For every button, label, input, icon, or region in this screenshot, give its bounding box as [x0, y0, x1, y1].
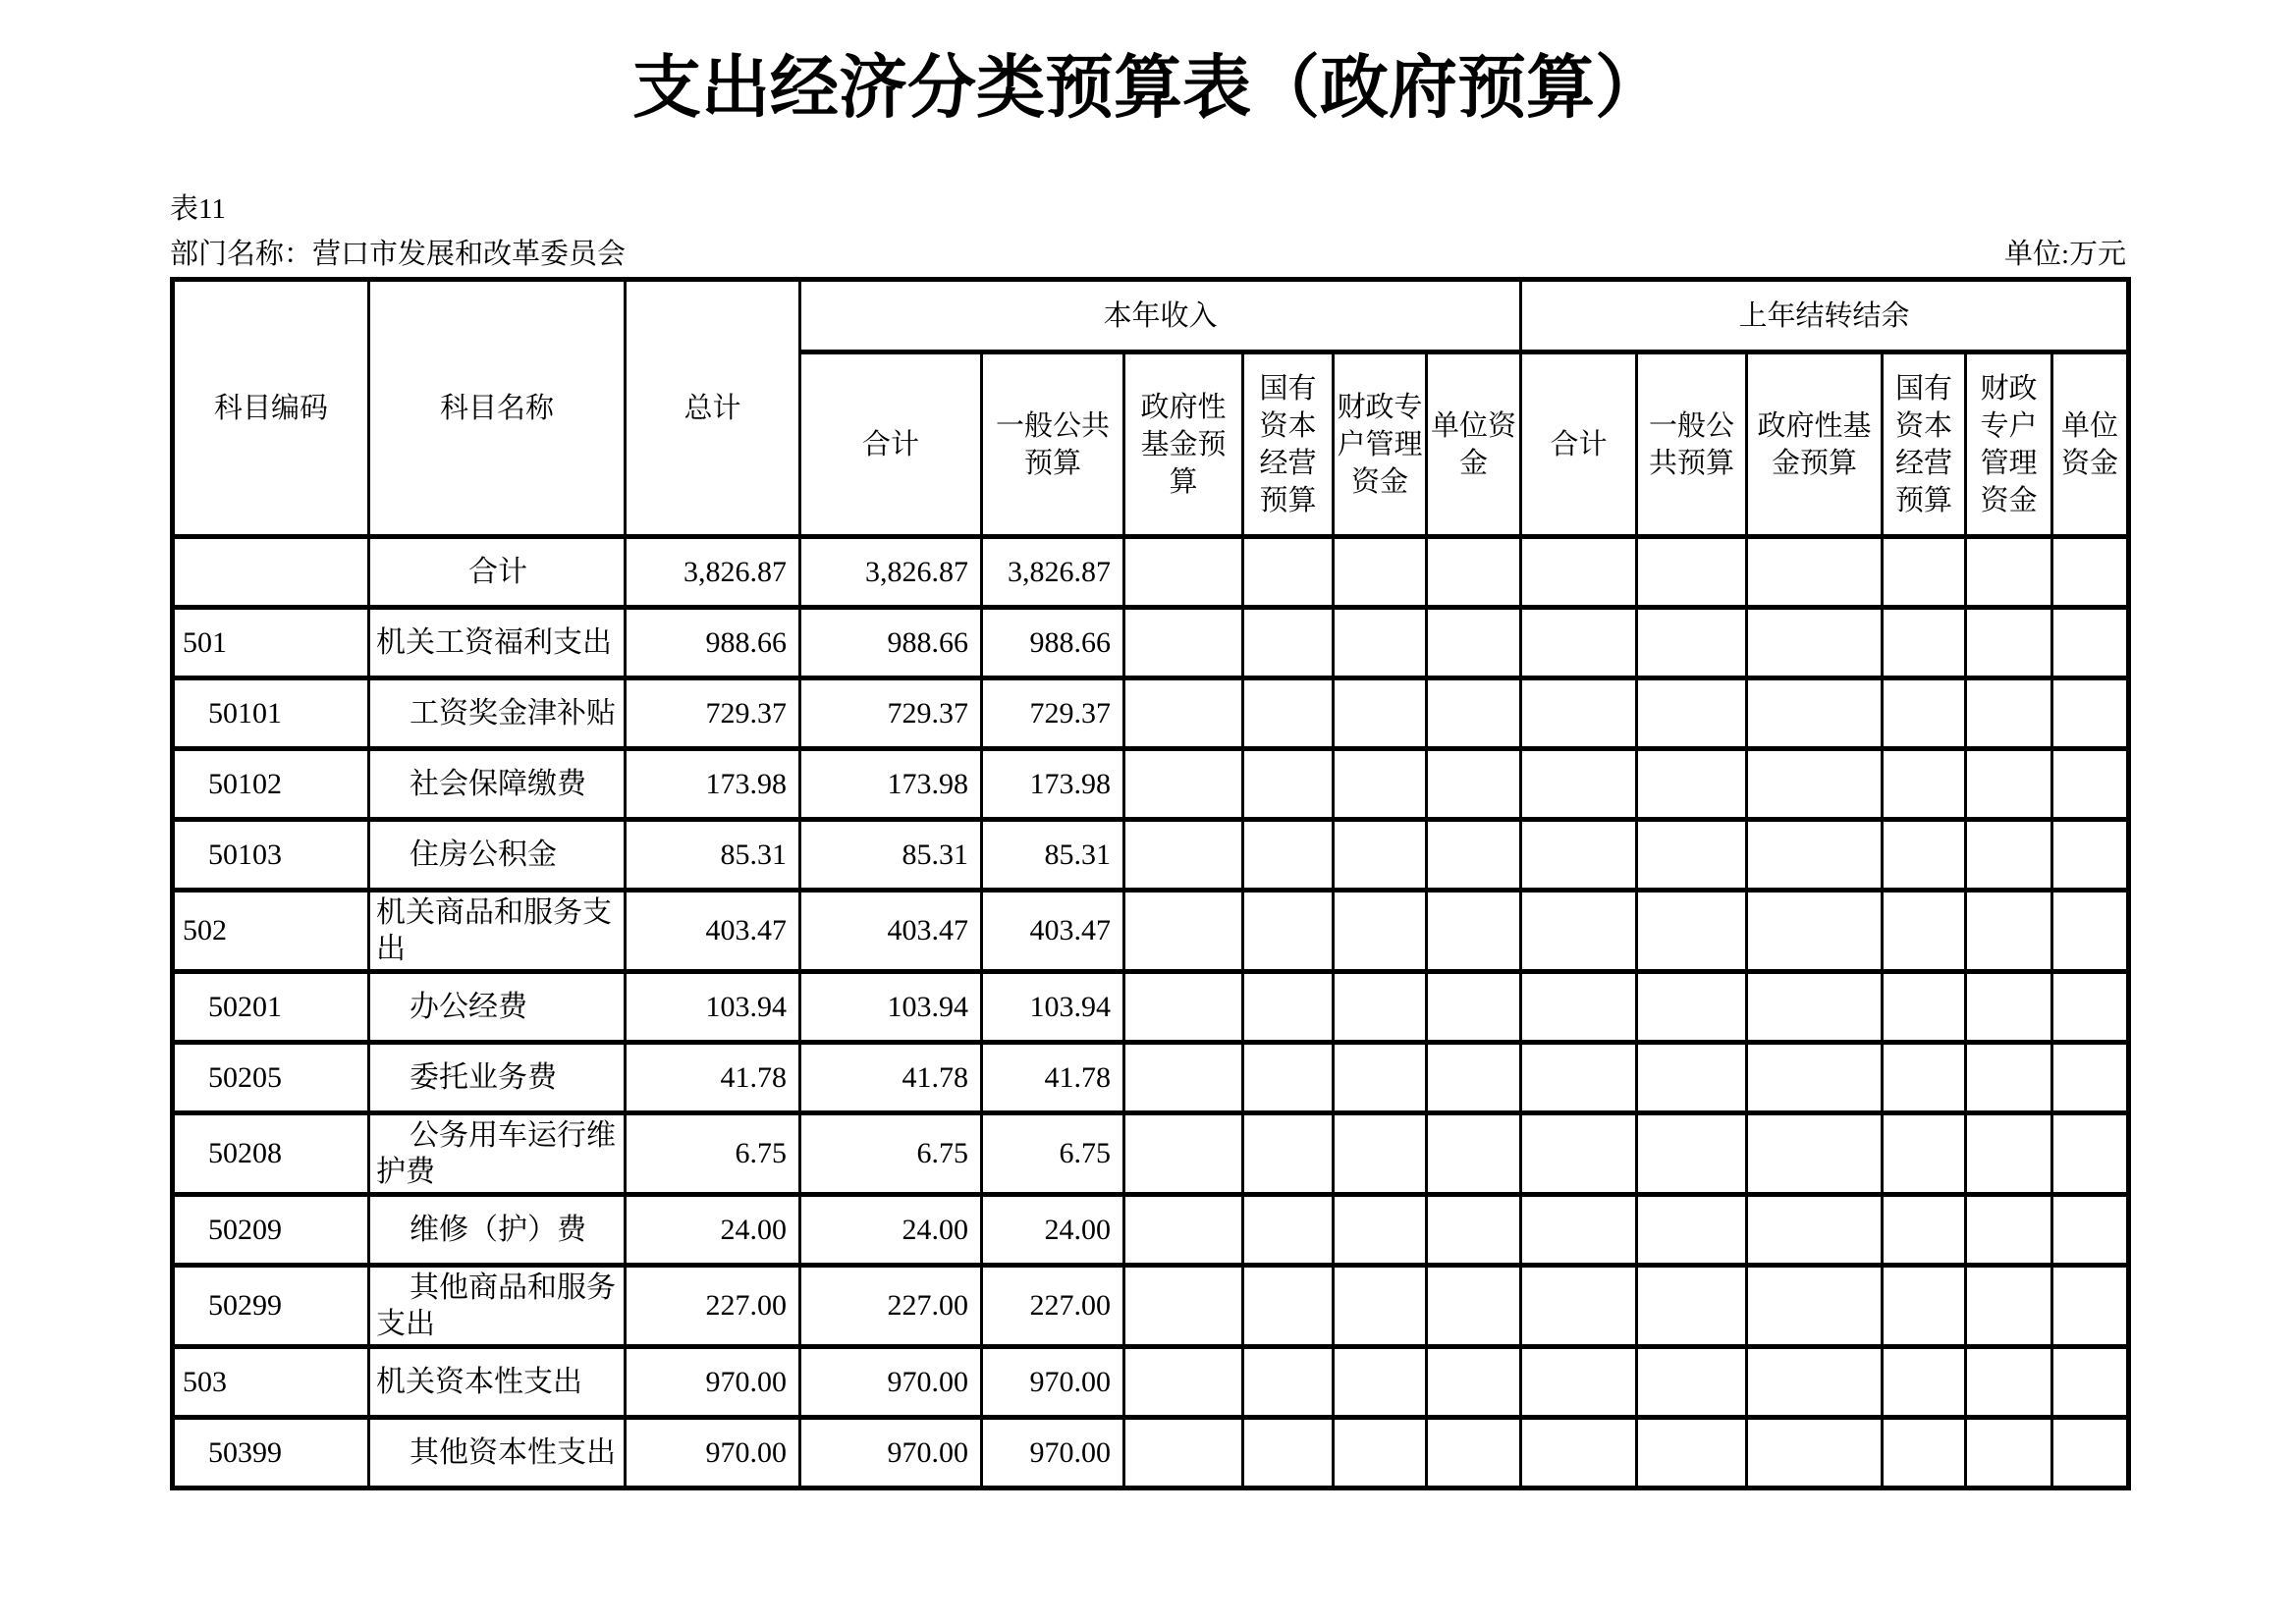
- empty-cell: [1243, 537, 1334, 608]
- total-value: 970.00: [626, 1418, 800, 1488]
- subject-code: 50299: [173, 1266, 369, 1347]
- subject-code: 502: [173, 891, 369, 972]
- subject-code: 50205: [173, 1043, 369, 1113]
- empty-cell: [2052, 537, 2129, 608]
- current-total-value: 103.94: [800, 972, 982, 1043]
- empty-cell: [1427, 1418, 1521, 1488]
- empty-cell: [1521, 1043, 1637, 1113]
- empty-cell: [1243, 1347, 1334, 1418]
- current-total-value: 729.37: [800, 678, 982, 749]
- col-header-subject-name: 科目名称: [369, 280, 626, 537]
- empty-cell: [2052, 1347, 2129, 1418]
- empty-cell: [1334, 1347, 1427, 1418]
- table-row: [173, 1113, 2129, 1195]
- total-value: 3,826.87: [626, 537, 800, 608]
- subject-name: 公务用车运行维护费: [369, 1113, 626, 1195]
- empty-cell: [1637, 678, 1747, 749]
- empty-cell: [1521, 1113, 1637, 1195]
- empty-cell: [1334, 1043, 1427, 1113]
- empty-cell: [1124, 972, 1243, 1043]
- empty-cell: [1243, 749, 1334, 820]
- current-total-value: 988.66: [800, 608, 982, 678]
- empty-cell: [1427, 537, 1521, 608]
- subject-name: 维修（护）费: [369, 1195, 626, 1266]
- col-header-current-unit-funds: 单位资金: [1427, 352, 1521, 537]
- empty-cell: [1124, 1418, 1243, 1488]
- total-value: 173.98: [626, 749, 800, 820]
- current-total-value: 41.78: [800, 1043, 982, 1113]
- total-value: 85.31: [626, 820, 800, 891]
- empty-cell: [1427, 820, 1521, 891]
- empty-cell: [1883, 820, 1966, 891]
- col-header-current-total: 合计: [800, 352, 982, 537]
- empty-cell: [1883, 972, 1966, 1043]
- empty-cell: [1521, 1266, 1637, 1347]
- empty-cell: [1521, 1418, 1637, 1488]
- subject-code: 501: [173, 608, 369, 678]
- empty-cell: [1637, 1043, 1747, 1113]
- empty-cell: [1521, 749, 1637, 820]
- empty-cell: [1124, 1266, 1243, 1347]
- table-row-grand-total: [173, 537, 2129, 608]
- subject-name: 合计: [369, 537, 626, 608]
- empty-cell: [1966, 891, 2052, 972]
- empty-cell: [1427, 1266, 1521, 1347]
- empty-cell: [1747, 1347, 1883, 1418]
- subject-code: 50101: [173, 678, 369, 749]
- empty-cell: [2052, 891, 2129, 972]
- empty-cell: [1747, 608, 1883, 678]
- current-total-value: 970.00: [800, 1418, 982, 1488]
- total-value: 41.78: [626, 1043, 800, 1113]
- empty-cell: [1883, 749, 1966, 820]
- empty-cell: [1243, 1418, 1334, 1488]
- empty-cell: [1124, 537, 1243, 608]
- empty-cell: [1637, 1347, 1747, 1418]
- subject-code: [173, 537, 369, 608]
- subject-name: 住房公积金: [369, 820, 626, 891]
- empty-cell: [1521, 972, 1637, 1043]
- empty-cell: [1883, 1266, 1966, 1347]
- empty-cell: [1883, 678, 1966, 749]
- empty-cell: [1521, 820, 1637, 891]
- empty-cell: [1427, 678, 1521, 749]
- empty-cell: [1521, 891, 1637, 972]
- empty-cell: [1747, 1266, 1883, 1347]
- col-header-current-state-capital: 国有资本经营预算: [1243, 352, 1334, 537]
- empty-cell: [1637, 608, 1747, 678]
- total-value: 970.00: [626, 1347, 800, 1418]
- empty-cell: [1883, 891, 1966, 972]
- empty-cell: [1427, 891, 1521, 972]
- current-total-value: 6.75: [800, 1113, 982, 1195]
- empty-cell: [2052, 1043, 2129, 1113]
- table-body: [173, 537, 2129, 1488]
- empty-cell: [1966, 1347, 2052, 1418]
- empty-cell: [1427, 1195, 1521, 1266]
- empty-cell: [1334, 820, 1427, 891]
- subject-code: 50399: [173, 1418, 369, 1488]
- current-total-value: 227.00: [800, 1266, 982, 1347]
- subject-name: 社会保障缴费: [369, 749, 626, 820]
- empty-cell: [1747, 1418, 1883, 1488]
- subject-name: 办公经费: [369, 972, 626, 1043]
- empty-cell: [1243, 820, 1334, 891]
- current-total-value: 24.00: [800, 1195, 982, 1266]
- col-header-grand-total: 总计: [626, 280, 800, 537]
- empty-cell: [1124, 1347, 1243, 1418]
- subject-name: 机关资本性支出: [369, 1347, 626, 1418]
- subject-code: 50208: [173, 1113, 369, 1195]
- empty-cell: [1637, 1266, 1747, 1347]
- budget-table: [170, 277, 2131, 1490]
- empty-cell: [1966, 749, 2052, 820]
- general-public-budget-value: 103.94: [982, 972, 1124, 1043]
- empty-cell: [1637, 1418, 1747, 1488]
- empty-cell: [1124, 1113, 1243, 1195]
- table-row: [173, 608, 2129, 678]
- empty-cell: [2052, 820, 2129, 891]
- table-row: [173, 678, 2129, 749]
- table-row: [173, 1266, 2129, 1347]
- subject-code: 50103: [173, 820, 369, 891]
- empty-cell: [1334, 608, 1427, 678]
- empty-cell: [1334, 972, 1427, 1043]
- empty-cell: [1966, 678, 2052, 749]
- general-public-budget-value: 729.37: [982, 678, 1124, 749]
- general-public-budget-value: 173.98: [982, 749, 1124, 820]
- empty-cell: [1427, 749, 1521, 820]
- general-public-budget-value: 6.75: [982, 1113, 1124, 1195]
- general-public-budget-value: 24.00: [982, 1195, 1124, 1266]
- empty-cell: [2052, 749, 2129, 820]
- empty-cell: [1966, 1266, 2052, 1347]
- general-public-budget-value: 970.00: [982, 1347, 1124, 1418]
- empty-cell: [1334, 678, 1427, 749]
- table-row: [173, 1347, 2129, 1418]
- table-header: [173, 280, 2129, 537]
- empty-cell: [1966, 1418, 2052, 1488]
- empty-cell: [1243, 1113, 1334, 1195]
- empty-cell: [1883, 608, 1966, 678]
- empty-cell: [1521, 1195, 1637, 1266]
- general-public-budget-value: 85.31: [982, 820, 1124, 891]
- empty-cell: [2052, 1195, 2129, 1266]
- col-header-carryover-general-public: 一般公共预算: [1637, 352, 1747, 537]
- empty-cell: [1637, 749, 1747, 820]
- empty-cell: [1124, 749, 1243, 820]
- empty-cell: [1883, 1043, 1966, 1113]
- empty-cell: [1966, 972, 2052, 1043]
- empty-cell: [1637, 1195, 1747, 1266]
- unit-label: 单位:万元: [2003, 239, 2126, 270]
- empty-cell: [1883, 1113, 1966, 1195]
- empty-cell: [1124, 678, 1243, 749]
- empty-cell: [2052, 608, 2129, 678]
- empty-cell: [2052, 1266, 2129, 1347]
- empty-cell: [1243, 678, 1334, 749]
- empty-cell: [1334, 891, 1427, 972]
- table-number-label: 表11: [170, 193, 226, 225]
- table-row: [173, 749, 2129, 820]
- empty-cell: [1427, 1043, 1521, 1113]
- empty-cell: [1637, 537, 1747, 608]
- content-area: [170, 192, 2126, 1490]
- empty-cell: [1966, 608, 2052, 678]
- empty-cell: [1243, 1043, 1334, 1113]
- empty-cell: [1124, 1195, 1243, 1266]
- empty-cell: [1747, 678, 1883, 749]
- empty-cell: [1124, 608, 1243, 678]
- general-public-budget-value: 3,826.87: [982, 537, 1124, 608]
- empty-cell: [1966, 1113, 2052, 1195]
- table-row: [173, 1043, 2129, 1113]
- empty-cell: [1883, 1418, 1966, 1488]
- subject-name: 委托业务费: [369, 1043, 626, 1113]
- empty-cell: [1124, 1043, 1243, 1113]
- general-public-budget-value: 403.47: [982, 891, 1124, 972]
- empty-cell: [1966, 537, 2052, 608]
- empty-cell: [2052, 972, 2129, 1043]
- total-value: 403.47: [626, 891, 800, 972]
- empty-cell: [1427, 972, 1521, 1043]
- empty-cell: [1637, 820, 1747, 891]
- empty-cell: [1883, 537, 1966, 608]
- empty-cell: [1966, 1043, 2052, 1113]
- total-value: 988.66: [626, 608, 800, 678]
- col-header-subject-code: 科目编码: [173, 280, 369, 537]
- empty-cell: [1243, 1266, 1334, 1347]
- empty-cell: [1521, 678, 1637, 749]
- col-header-carryover-unit-funds: 单位资金: [2052, 352, 2129, 537]
- total-value: 24.00: [626, 1195, 800, 1266]
- col-group-prior-year-carryover: 上年结转结余: [1521, 280, 2129, 352]
- empty-cell: [1747, 1113, 1883, 1195]
- empty-cell: [1966, 820, 2052, 891]
- empty-cell: [1637, 972, 1747, 1043]
- empty-cell: [1521, 608, 1637, 678]
- empty-cell: [1747, 891, 1883, 972]
- empty-cell: [1124, 820, 1243, 891]
- empty-cell: [1124, 891, 1243, 972]
- empty-cell: [1334, 1113, 1427, 1195]
- empty-cell: [1243, 1195, 1334, 1266]
- empty-cell: [1427, 1113, 1521, 1195]
- col-header-carryover-fiscal-account: 财政专户管理资金: [1966, 352, 2052, 537]
- subject-name: 机关商品和服务支出: [369, 891, 626, 972]
- meta-row: [170, 238, 2126, 271]
- empty-cell: [1883, 1195, 1966, 1266]
- col-header-carryover-gov-fund: 政府性基金预算: [1747, 352, 1883, 537]
- empty-cell: [2052, 1418, 2129, 1488]
- col-header-current-fiscal-account: 财政专户管理资金: [1334, 352, 1427, 537]
- general-public-budget-value: 41.78: [982, 1043, 1124, 1113]
- header-group-row: [173, 280, 2129, 352]
- empty-cell: [1243, 608, 1334, 678]
- col-header-current-general-public: 一般公共预算: [982, 352, 1124, 537]
- empty-cell: [1747, 1043, 1883, 1113]
- col-group-current-year-income: 本年收入: [800, 280, 1521, 352]
- table-row: [173, 820, 2129, 891]
- col-header-carryover-total: 合计: [1521, 352, 1637, 537]
- empty-cell: [1243, 972, 1334, 1043]
- empty-cell: [1243, 891, 1334, 972]
- current-total-value: 970.00: [800, 1347, 982, 1418]
- empty-cell: [2052, 1113, 2129, 1195]
- empty-cell: [1334, 1266, 1427, 1347]
- subject-name: 其他商品和服务支出: [369, 1266, 626, 1347]
- empty-cell: [1747, 972, 1883, 1043]
- empty-cell: [1334, 749, 1427, 820]
- empty-cell: [1521, 537, 1637, 608]
- page-title: 支出经济分类预算表（政府预算）: [632, 51, 1664, 127]
- empty-cell: [1883, 1347, 1966, 1418]
- total-value: 729.37: [626, 678, 800, 749]
- table-row: [173, 972, 2129, 1043]
- col-header-current-gov-fund: 政府性基金预算: [1124, 352, 1243, 537]
- department-label: 部门名称：营口市发展和改革委员会: [170, 239, 627, 270]
- general-public-budget-value: 227.00: [982, 1266, 1124, 1347]
- general-public-budget-value: 988.66: [982, 608, 1124, 678]
- subject-name: 其他资本性支出: [369, 1418, 626, 1488]
- empty-cell: [1334, 1418, 1427, 1488]
- total-value: 6.75: [626, 1113, 800, 1195]
- empty-cell: [1637, 891, 1747, 972]
- subject-code: 50102: [173, 749, 369, 820]
- empty-cell: [1747, 820, 1883, 891]
- empty-cell: [1747, 537, 1883, 608]
- current-total-value: 403.47: [800, 891, 982, 972]
- empty-cell: [1427, 608, 1521, 678]
- total-value: 227.00: [626, 1266, 800, 1347]
- subject-code: 50209: [173, 1195, 369, 1266]
- empty-cell: [1334, 537, 1427, 608]
- col-header-carryover-state-capital: 国有资本经营预算: [1883, 352, 1966, 537]
- subject-name: 工资奖金津补贴: [369, 678, 626, 749]
- empty-cell: [1334, 1195, 1427, 1266]
- subject-code: 50201: [173, 972, 369, 1043]
- empty-cell: [1427, 1347, 1521, 1418]
- current-total-value: 173.98: [800, 749, 982, 820]
- empty-cell: [1747, 749, 1883, 820]
- empty-cell: [1966, 1195, 2052, 1266]
- current-total-value: 85.31: [800, 820, 982, 891]
- empty-cell: [2052, 678, 2129, 749]
- empty-cell: [1747, 1195, 1883, 1266]
- subject-name: 机关工资福利支出: [369, 608, 626, 678]
- subject-code: 503: [173, 1347, 369, 1418]
- table-row: [173, 891, 2129, 972]
- current-total-value: 3,826.87: [800, 537, 982, 608]
- general-public-budget-value: 970.00: [982, 1418, 1124, 1488]
- empty-cell: [1637, 1113, 1747, 1195]
- table-row: [173, 1418, 2129, 1488]
- table-row: [173, 1195, 2129, 1266]
- empty-cell: [1521, 1347, 1637, 1418]
- total-value: 103.94: [626, 972, 800, 1043]
